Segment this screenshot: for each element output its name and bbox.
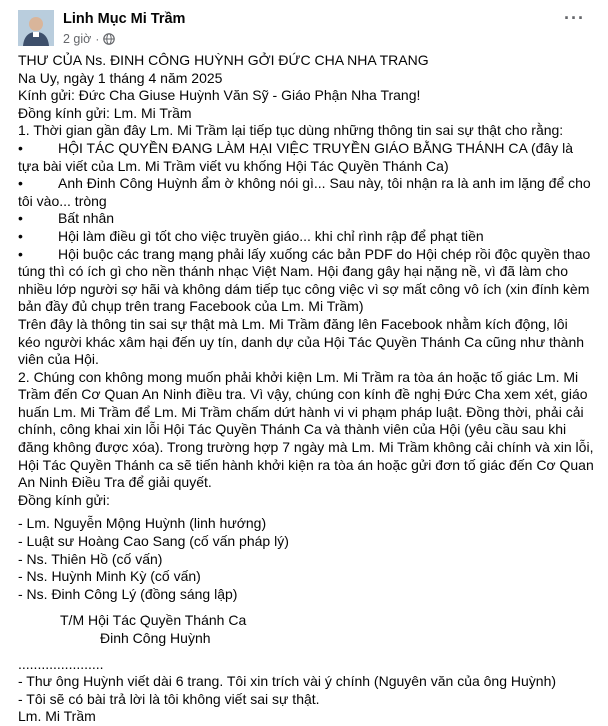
closing-signature: Lm. Mi Trầm (18, 708, 96, 725)
cc-list-item: - Ns. Thiên Hồ (cố vấn) (18, 550, 163, 567)
post-meta (63, 32, 115, 46)
point-2: 2. Chúng con không mong muốn phải khởi kiện Lm. Mi Trầm ra tòa án hoặc tố giác Lm. Mi Trầm đến Cơ Quan An Ninh điều tra. Vì vậy, chúng con kính đề nghị Đức Cha xem xét, giáo huấn Lm. Mi Trầm để Lm. Mi Trầm chấm dứt hành vi vi phạm pháp luật. Đồng thời, phải cải chính, công khai xin lỗi Hội Tác Quyền Thánh Ca và thành viên của Hội (yêu cầu sau khi đăng không được xóa). Trong trường hợp 7 ngày mà Lm. Mi Trầm không cải chính và xin lỗi, Hội Tác Quyền Thánh ca sẽ tiến hành khởi kiện ra tòa án hoặc gửi đơn tố giác đến Cơ Quan An Ninh Điều Tra để giải quyết. (18, 368, 598, 491)
bullet-mark: • (18, 210, 23, 227)
bullet-item (18, 210, 594, 228)
bullet-item (18, 175, 594, 210)
bullet-text: Bất nhân (58, 210, 115, 227)
bullet-mark: • (18, 227, 23, 244)
point-1: 1. Thời gian gần đây Lm. Mi Trầm lại tiếp tục dùng những thông tin sai sự thật cho rằng: (18, 122, 564, 139)
spacer (18, 648, 594, 656)
cc-heading: Đồng kính gửi: (18, 491, 110, 508)
post-time[interactable]: 2 giờ (63, 32, 92, 46)
bullet-text: Anh Đinh Công Huỳnh ẩm ờ không nói gì... Sau này, tôi nhận ra là anh im lặng để cho tôi vào... tròng (18, 175, 595, 209)
spacer (18, 603, 594, 612)
letter-recipient: Kính gửi: Đức Cha Giuse Huỳnh Văn Sỹ - Giáo Phận Nha Trang! (18, 87, 421, 104)
note-item: - Thư ông Huỳnh viết dài 6 trang. Tôi xin trích vài ý chính (Nguyên văn của ông Huỳnh) (18, 673, 557, 690)
avatar[interactable] (18, 10, 54, 46)
post-header (12, 0, 596, 52)
cc-list-item: - Lm. Nguyễn Mộng Huỳnh (linh hướng) (18, 515, 267, 532)
bullet-mark: • (18, 139, 23, 156)
cc-list-item: - Ns. Huỳnh Minh Kỳ (cố vấn) (18, 568, 201, 585)
cc-list-item: - Luật sư Hoàng Cao Sang (cố vấn pháp lý) (18, 533, 289, 550)
bullet-mark: • (18, 175, 23, 192)
signature-organization: T/M Hội Tác Quyền Thánh Ca (60, 612, 247, 629)
meta-separator: · (95, 32, 100, 46)
cc-list-item: - Ns. Đinh Công Lý (đồng sáng lập) (18, 585, 238, 602)
letter-place-date: Na Uy, ngày 1 tháng 4 năm 2025 (18, 69, 223, 86)
letter-cc: Đồng kính gửi: Lm. Mi Trầm (18, 104, 192, 121)
globe-icon[interactable] (103, 33, 115, 45)
false-info-paragraph: Trên đây là thông tin sai sự thật mà Lm. Mi Trầm đăng lên Facebook nhằm kích động, lôi kéo người khác xâm hại đến uy tín, danh dự của Hội Tác Quyền Thánh Ca cũng như thành viên của Hội. (18, 315, 588, 368)
bullet-item (18, 228, 594, 246)
more-options-icon[interactable]: ··· (564, 8, 585, 28)
bullet-text: Hội buộc các trang mạng phải lấy xuống các bản PDF do Hội chép rồi độc quyền thao túng thì có ích gì cho nền thánh nhạc Việt Nam. Hội đang gây hại nặng nề, vì đã làm cho nhiều lớp người sợ hãi và không dám tiếp tục công việc vì sợ mất công vô ích (xin đính kèm bản đầy đủ chụp trên trang Facebook của Lm. Mi Trầm) (18, 245, 595, 315)
bullet-text: Hội làm điều gì tốt cho việc truyền giáo... khi chỉ rình rập để phạt tiền (58, 227, 484, 244)
separator-dots: ...................... (18, 655, 104, 672)
bullet-item (18, 246, 594, 316)
author-name[interactable]: Linh Mục Mi Trầm (63, 11, 186, 27)
avatar-image (18, 10, 54, 46)
post-body (12, 52, 596, 726)
letter-title: THƯ CỦA Ns. ĐINH CÔNG HUỲNH GỞI ĐỨC CHA NHA TRANG (18, 52, 429, 68)
signature-name: Đinh Công Huỳnh (100, 630, 211, 646)
bullet-mark: • (18, 245, 23, 262)
note-item: - Tôi sẽ có bài trả lời là tôi không viết sai sự thật. (18, 690, 320, 707)
bullet-text: HỘI TÁC QUYỀN ĐANG LÀM HẠI VIỆC TRUYỀN GIÁO BẰNG THÁNH CA (đây là tựa bài viết của Lm. Mi Trầm viết vu khống Hội Tác Quyền Thánh Ca) (18, 139, 577, 174)
bullet-item (18, 140, 594, 175)
